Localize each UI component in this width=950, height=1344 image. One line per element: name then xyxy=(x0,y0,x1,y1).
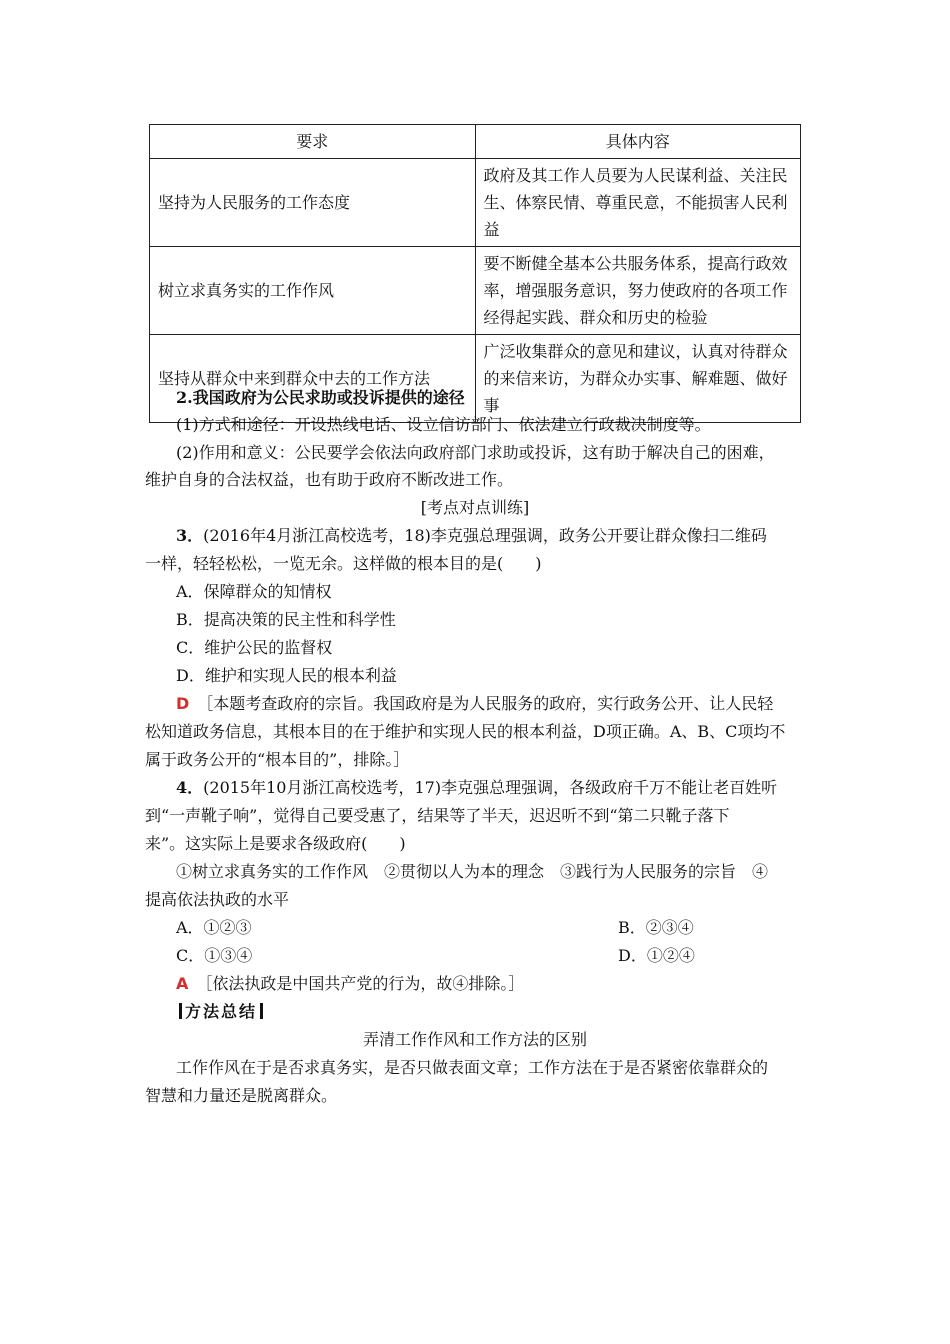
method-summary-label: 方法总结 xyxy=(185,1002,258,1021)
method-body-line2: 智慧和力量还是脱离群众。 xyxy=(145,1086,338,1105)
method-body-line1: 工作作风在于是否求真务实，是否只做表面文章；工作方法在于是否紧密依靠群众的 xyxy=(176,1058,769,1077)
q3-explanation-line3: 属于政务公开的“根本目的”，排除。］ xyxy=(145,750,410,769)
q4-explanation-text: ［依法执政是中国共产党的行为，故④排除。］ xyxy=(204,974,525,993)
method-summary-tag xyxy=(176,1000,266,1024)
table-row xyxy=(150,159,801,247)
q3-stem-text: (2016年4月浙江高校选考，18)李克强总理强调，政务公开要让群众像扫二维码 xyxy=(203,526,767,545)
tag-bar-right xyxy=(260,1003,263,1019)
q3-explanation-line2: 松知道政务信息，其根本目的在于维护和实现人民的根本利益，D项正确。A、B、C项均不 xyxy=(145,722,786,741)
q4-stem-line2: 到“一声靴子响”，觉得自己要受惠了，结果等了半天，迟迟听不到“第二只靴子落下 xyxy=(145,806,730,825)
q3-stem-line2: 一样，轻轻松松，一览无余。这样做的根本目的是( ) xyxy=(145,554,542,573)
q4-option-d: D．①②④ xyxy=(618,946,695,965)
table-cell-requirement: 坚持从群众中来到群众中去的工作方法 xyxy=(150,335,476,423)
table-cell-content: 政府及其工作人员要为人民谋利益、关注民生、体察民情、尊重民意，不能损害人民利益 xyxy=(475,159,801,247)
requirements-table xyxy=(149,124,801,423)
table-cell-content: 要不断健全基本公共服务体系，提高行政效率，增强服务意识，努力使政府的各项工作经得起实践、群众和历史的检验 xyxy=(475,247,801,335)
table-cell-requirement: 坚持为人民服务的工作态度 xyxy=(150,159,476,247)
q4-explanation xyxy=(145,970,815,997)
q4-stem-line1 xyxy=(145,774,815,801)
q3-number: 3． xyxy=(176,526,204,545)
q3-option-c: C．维护公民的监督权 xyxy=(176,638,333,657)
table-header-content: 具体内容 xyxy=(475,125,801,159)
q3-explanation-text: ［本题考查政府的宗旨。我国政府是为人民服务的政府，实行政务公开、让人民轻 xyxy=(205,694,774,713)
q4-stem-text: (2015年10月浙江高校选考，17)李克强总理强调，各级政府千万不能让老百姓听 xyxy=(203,778,778,797)
q4-statements-line2: 提高依法执政的水平 xyxy=(145,890,290,909)
section2-point2-line1: (2)作用和意义：公民要学会依法向政府部门求助或投诉，这有助于解决自己的困难， xyxy=(176,443,775,462)
q3-stem-line1 xyxy=(145,522,815,549)
table-cell-requirement: 树立求真务实的工作作风 xyxy=(150,247,476,335)
q4-option-c: C．①③④ xyxy=(176,946,253,965)
q4-stem-line3: 来”。这实际上是要求各级政府( ) xyxy=(145,834,406,853)
q4-option-b: B．②③④ xyxy=(618,918,694,937)
q4-statements-line1: ①树立求真务实的工作作风 ②贯彻以人为本的理念 ③践行为人民服务的宗旨 ④ xyxy=(176,862,769,881)
q4-number: 4． xyxy=(176,778,204,797)
q3-option-d: D．维护和实现人民的根本利益 xyxy=(176,666,397,685)
table-row xyxy=(150,247,801,335)
q3-option-b: B．提高决策的民主性和科学性 xyxy=(176,610,396,629)
q4-option-a: A．①②③ xyxy=(176,918,252,937)
section2-title: 2.我国政府为公民求助或投诉提供的途径 xyxy=(176,388,465,407)
method-title: 弄清工作作风和工作方法的区别 xyxy=(362,1030,587,1049)
table-header-row xyxy=(150,125,801,159)
tag-bar-left xyxy=(179,1003,182,1019)
section2-point2-line2: 维护自身的合法权益，也有助于政府不断改进工作。 xyxy=(145,470,514,489)
q4-options-row2 xyxy=(145,942,815,969)
q3-explanation-line1 xyxy=(145,690,815,717)
q4-options-row1 xyxy=(145,914,815,941)
training-header: [考点对点训练] xyxy=(420,498,530,517)
q3-answer: D xyxy=(176,694,190,713)
q4-answer: A xyxy=(176,974,189,993)
table-header-requirement: 要求 xyxy=(150,125,476,159)
table-cell-content: 广泛收集群众的意见和建议，认真对待群众的来信来访，为群众办实事、解难题、做好事 xyxy=(475,335,801,423)
q3-option-a: A．保障群众的知情权 xyxy=(176,582,332,601)
section2-point1: (1)方式和途径：开设热线电话、设立信访部门、依法建立行政裁决制度等。 xyxy=(176,415,711,434)
